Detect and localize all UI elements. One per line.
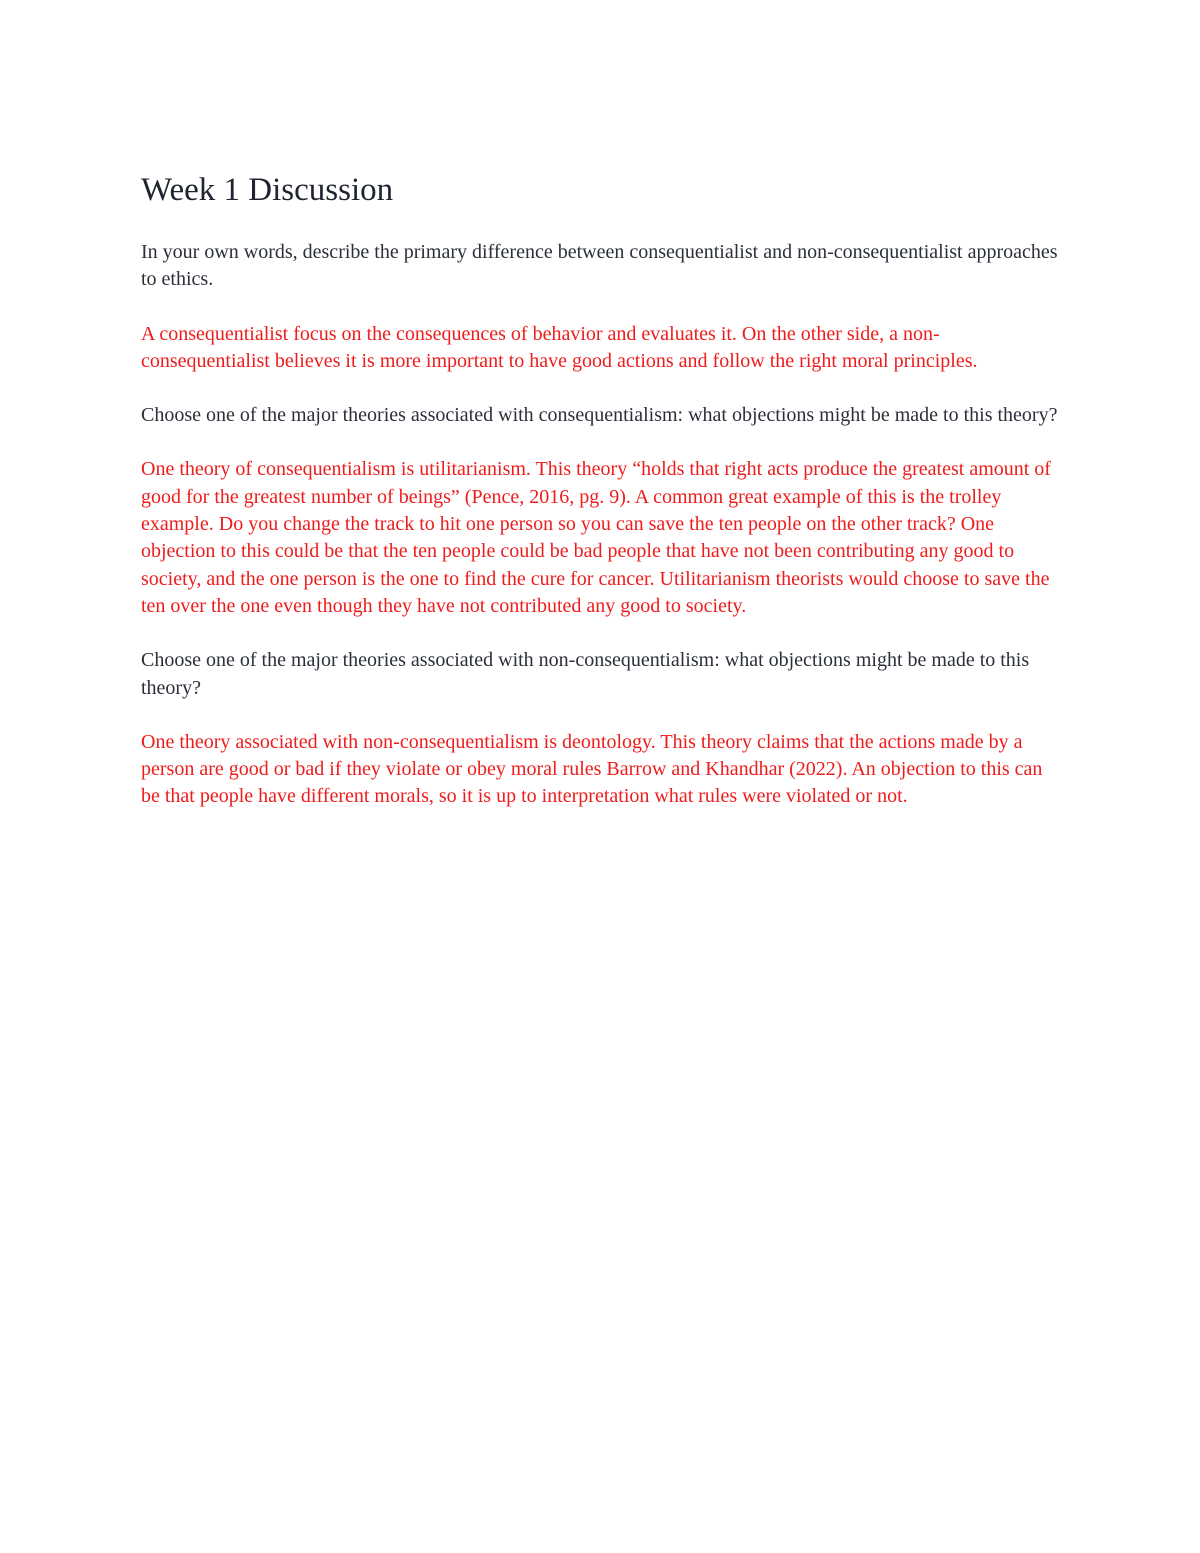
answer-3: One theory associated with non-consequentialism is deontology. This theory claims that the actions made by a person are good or bad if they violate or obey moral rules Barrow and Khandhar (2022). An objection to this can be that people have different morals, so it is up to interpretation what rules were violated or not. xyxy=(141,730,1043,808)
document-body xyxy=(141,168,1066,811)
spacer xyxy=(141,375,1066,402)
spacer xyxy=(141,702,1066,729)
answer-1: A consequentialist focus on the consequences of behavior and evaluates it. On the other side, a non-consequentialist believes it is more important to have good actions and follow the right moral principles. xyxy=(141,322,978,372)
spacer xyxy=(141,212,1066,239)
question-1: In your own words, describe the primary difference between consequentialist and non-consequentialist approaches to ethics. xyxy=(141,241,1058,291)
spacer xyxy=(141,294,1066,321)
spacer xyxy=(141,429,1066,456)
question-3: Choose one of the major theories associated with non-consequentialism: what objections might be made to this theory? xyxy=(141,649,1030,699)
answer-2: One theory of consequentialism is utilitarianism. This theory “holds that right acts produce the greatest amount of good for the greatest number of beings” (Pence, 2016, pg. 9). A common great example of this is the trolley example. Do you change the track to hit one person so you can save the ten people on the other track? One objection to this could be that the ten people could be bad people that have not been contributing any good to society, and the one person is the one to find the cure for cancer. Utilitarianism theorists would choose to save the ten over the one even though they have not contributed any good to society. xyxy=(141,458,1051,617)
document-title: Week 1 Discussion xyxy=(141,172,394,208)
question-2: Choose one of the major theories associated with consequentialism: what objections might be made to this theory? xyxy=(141,404,1058,427)
spacer xyxy=(141,620,1066,647)
